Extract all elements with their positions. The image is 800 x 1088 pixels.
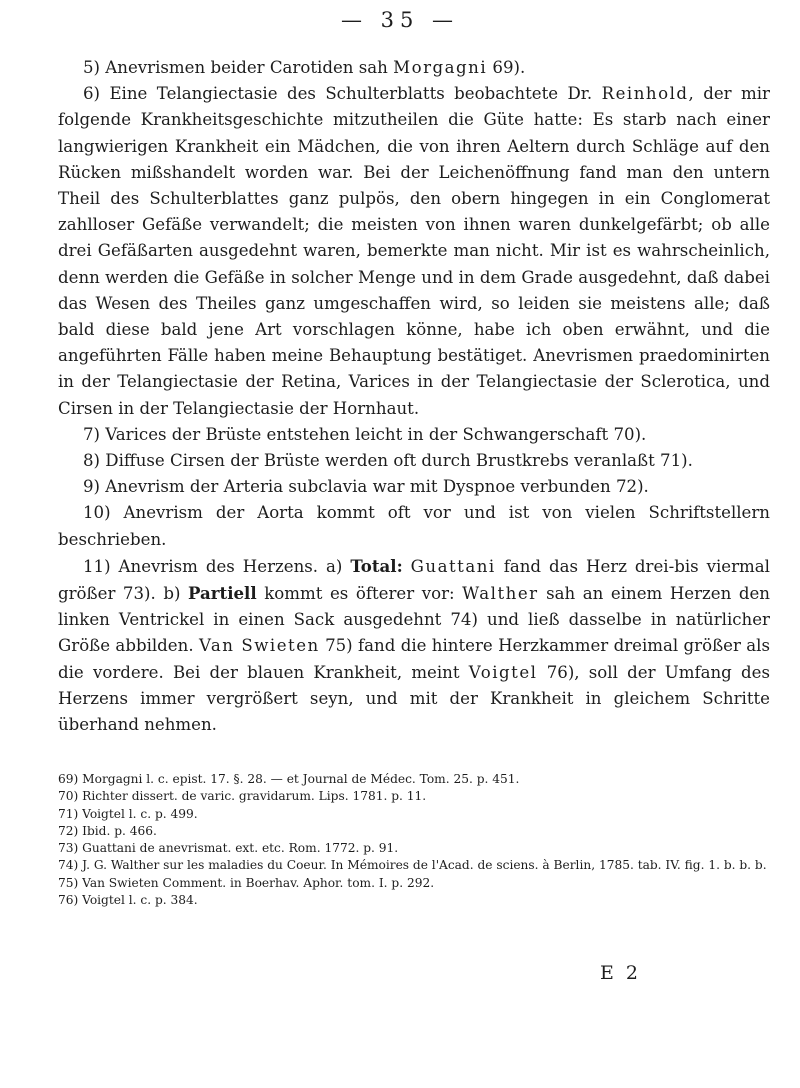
text-segment: 69).: [487, 58, 526, 77]
text-segment: 10) Anevrism der Aorta kommt oft vor und ist von vielen Schriftstellern beschrieben.: [58, 503, 770, 549]
text-segment: , der mir folgende Krankheitsgeschichte mitzutheilen die Güte hatte: Es starb nach einer langwierigen Krankheit ein Mädchen, die von ihren Aeltern durch Schläge auf den Rücken mißshandelt worden war. Bei der Leichenöffnung fand man den untern Theil des Schulterblattes ganz pulpös, den obern hingegen in ein Conglomerat zahlloser Gefäße verwandelt; die meisten von ihnen waren dunkelgefärbt; ob alle drei Gefäßarten ausgedehnt waren, bemerkte man nicht. Mir ist es wahrscheinlich, denn werden die Gefäße in solcher Menge und in dem Grade ausgedehnt, daß dabei das Wesen des Theiles ganz umgeschaffen wird, so leiden sie meistens alle; daß bald diese bald jene Art vorschlagen könne, habe ich oben erwähnt, und die angeführten Fälle haben meine Behauptung bestätiget. Anevrismen praedominirten in der Telangiectasie der Retina, Varices in der Telangiectasie der Sclerotica, und Cirsen in der Telangiectasie der Hornhaut.: [58, 84, 770, 418]
text-segment: Partiell: [188, 583, 257, 604]
text-segment: kommt es öfterer vor:: [256, 584, 463, 604]
text-segment: Reinhold: [601, 84, 689, 104]
text-segment: 5) Anevrismen beider Carotiden sah: [83, 58, 394, 77]
footnote: 73) Guattani de anevrismat. ext. etc. Rom. 1772. p. 91.: [58, 841, 399, 856]
footnote: 74) J. G. Walther sur les maladies du Coeur. In Mémoires de l'Acad. de sciens. à Berlin, 1785. tab. IV. fig. 1. b. b. b.: [58, 858, 767, 873]
text-segment: Morgagni: [393, 58, 488, 77]
paragraph-p9: [58, 474, 770, 500]
paragraph-p5: [58, 55, 770, 81]
text-segment: 11) Anevrism des Herzens. a): [83, 556, 351, 576]
footnote: 70) Richter dissert. de varic. gravidarum. Lips. 1781. p. 11.: [58, 789, 427, 804]
signature-mark: E 2: [600, 962, 641, 984]
paragraph-p8: [58, 448, 770, 474]
text-segment: Guattani: [410, 556, 496, 576]
paragraph-p10: [58, 500, 770, 552]
footnotes: [58, 771, 770, 909]
text-segment: [403, 557, 411, 576]
footnote: 72) Ibid. p. 466.: [58, 823, 157, 838]
text-segment: Voigtel: [468, 662, 538, 682]
footnote: 75) Van Swieten Comment. in Boerhav. Aphor. tom. I. p. 292.: [58, 875, 435, 890]
text-segment: sah an einem Herzen den linken Ventrickel in einen Sack ausgedehnt 74) und ließ dasselbe in natürlicher Größe abbilden.: [58, 584, 770, 656]
text-segment: Van Swieten: [198, 636, 320, 656]
text-segment: Walther: [462, 584, 539, 604]
text-segment: 9) Anevrism der Arteria subclavia war mit Dyspnoe verbunden 72).: [83, 477, 649, 497]
body-text: [58, 55, 770, 738]
text-segment: fand das Herz drei-bis viermal größer 73). b): [58, 556, 770, 604]
paragraph-p7: [58, 422, 770, 448]
text-segment: 76), soll der Umfang des Herzens immer vergrößert seyn, und mit der Krankheit in gleichem Schritte überhand nehmen.: [58, 662, 770, 735]
paragraph-p6: [58, 81, 770, 422]
text-segment: 8) Diffuse Cirsen der Brüste werden oft durch Brustkrebs veranlaßt 71).: [83, 451, 693, 471]
text-segment: Total:: [350, 555, 403, 576]
page-number-header: — 35 —: [340, 8, 460, 32]
text-segment: 6) Eine Telangiectasie des Schulterblatts beobachtete Dr.: [83, 84, 602, 104]
text-segment: 7) Varices der Brüste entstehen leicht in der Schwangerschaft 70).: [83, 424, 647, 444]
footnote: 69) Morgagni l. c. epist. 17. §. 28. — et Journal de Médec. Tom. 25. p. 451.: [58, 772, 520, 786]
footnote: 71) Voigtel l. c. p. 499.: [58, 806, 198, 821]
text-segment: 75) fand die hintere Herzkammer dreimal größer als die vordere. Bei der blauen Krankheit, meint: [58, 636, 770, 682]
footnote: 76) Voigtel l. c. p. 384.: [58, 893, 198, 908]
paragraph-p11: [58, 553, 770, 738]
